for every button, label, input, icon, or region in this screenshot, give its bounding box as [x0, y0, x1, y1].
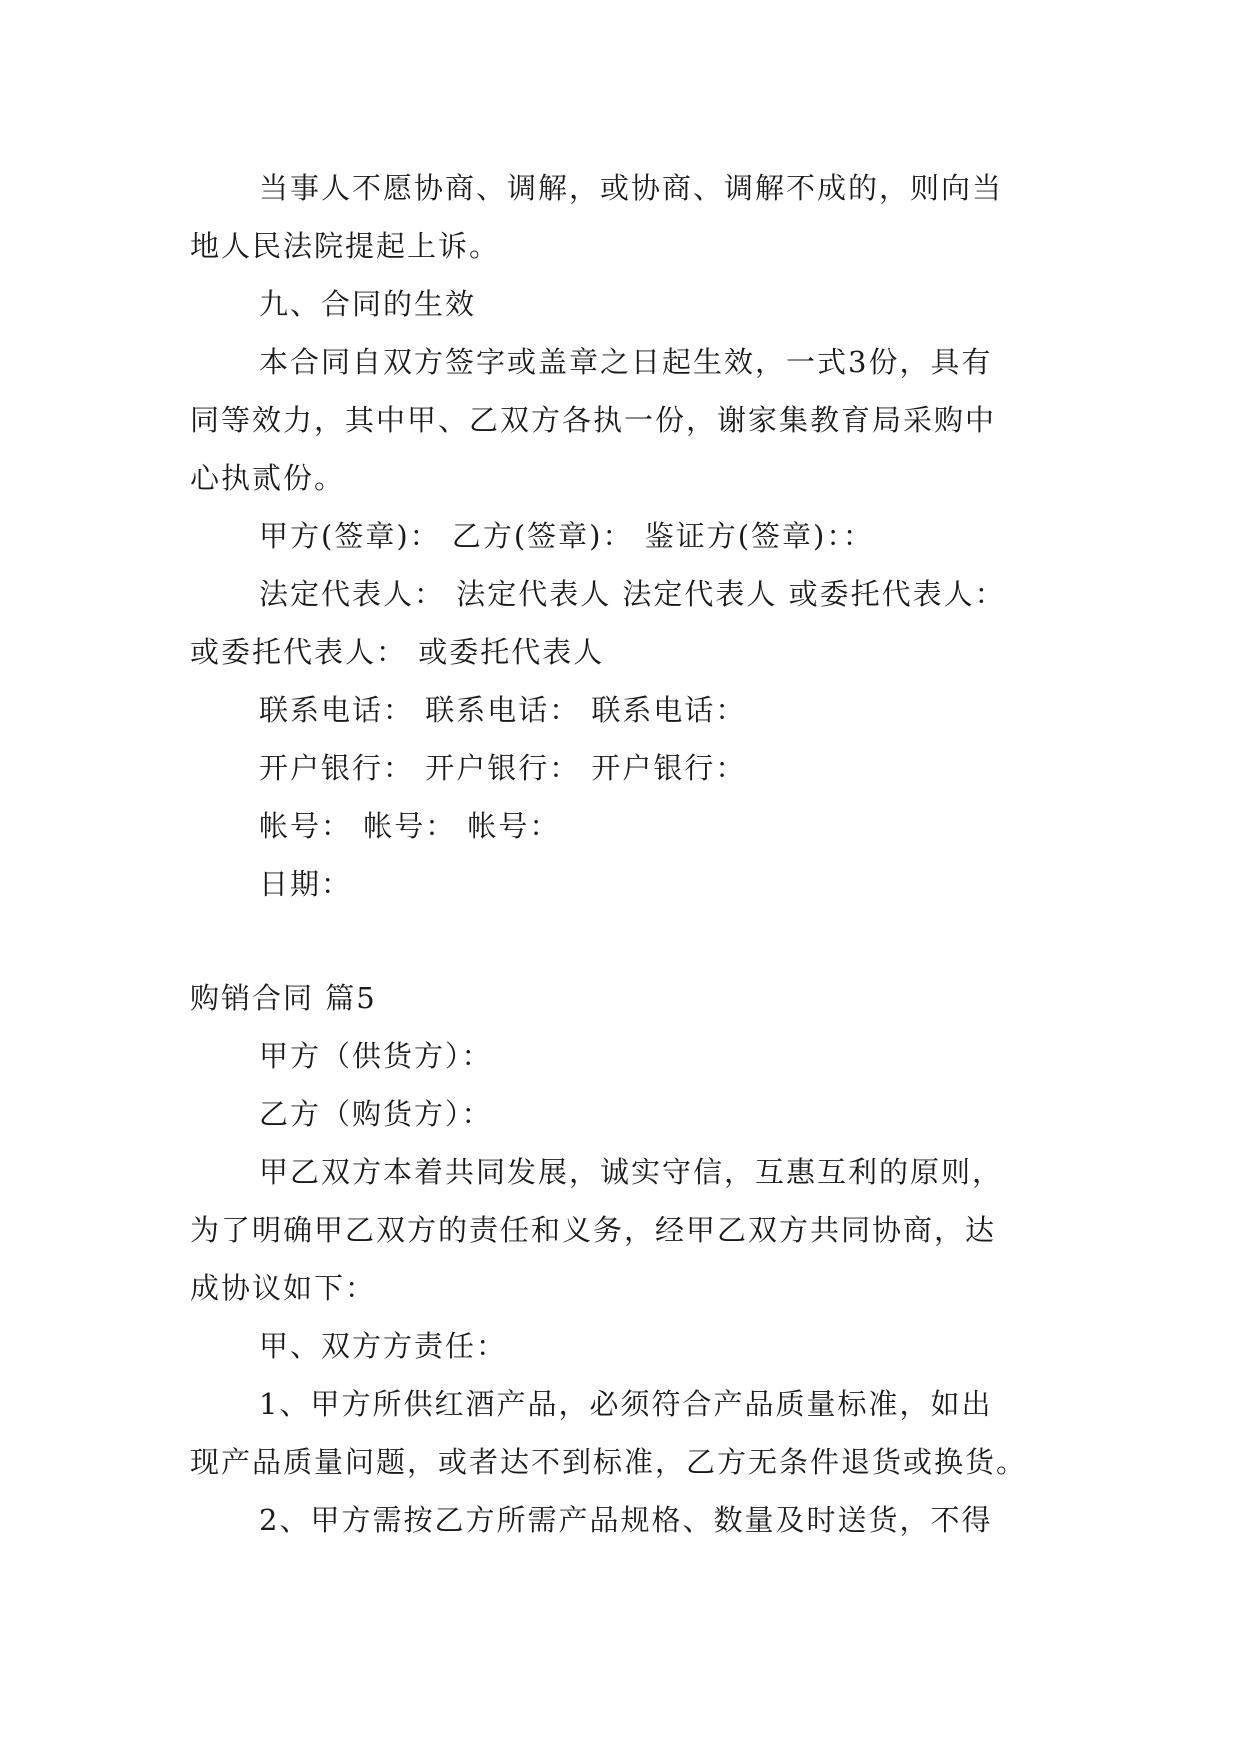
paragraph-line: 心执贰份。 [190, 461, 346, 495]
section-heading: 甲、双方方责任： [259, 1329, 508, 1363]
paragraph-line: 为了明确甲乙双方的责任和义务，经甲乙双方共同协商，达 [190, 1213, 997, 1247]
section-heading: 九、合同的生效 [259, 287, 477, 321]
bank-line: 开户银行： 开户银行： 开户银行： [259, 751, 747, 785]
contract-title: 购销合同 篇5 [190, 981, 377, 1015]
clause-line: 1、甲方所供红酒产品，必须符合产品质量标准，如出 [259, 1387, 993, 1421]
clause-line: 现产品质量问题，或者达不到标准，乙方无条件退货或换货。 [190, 1445, 1028, 1479]
paragraph-line: 地人民法院提起上诉。 [190, 229, 501, 263]
signature-line: 法定代表人： 法定代表人 法定代表人 或委托代表人： [259, 577, 1006, 611]
party-line: 乙方（购货方）： [259, 1097, 493, 1131]
clause-line: 2、甲方需按乙方所需产品规格、数量及时送货，不得 [259, 1503, 993, 1537]
paragraph-line: 成协议如下： [190, 1271, 377, 1305]
signature-line: 或委托代表人： 或委托代表人 [190, 635, 605, 669]
party-line: 甲方（供货方）： [259, 1039, 493, 1073]
paragraph-line: 同等效力，其中甲、乙双方各执一份，谢家集教育局采购中 [190, 403, 997, 437]
contact-line: 联系电话： 联系电话： 联系电话： [259, 693, 747, 727]
account-line: 帐号： 帐号： 帐号： [259, 809, 561, 843]
paragraph-line: 当事人不愿协商、调解，或协商、调解不成的，则向当 [259, 171, 1004, 205]
paragraph-line: 甲乙双方本着共同发展，诚实守信，互惠互利的原则， [259, 1155, 1004, 1189]
paragraph-line: 本合同自双方签字或盖章之日起生效，一式3份，具有 [259, 345, 993, 379]
date-line: 日期： [259, 867, 353, 901]
signature-line: 甲方(签章)： 乙方(签章)： 鉴证方(签章)：： [259, 519, 874, 553]
